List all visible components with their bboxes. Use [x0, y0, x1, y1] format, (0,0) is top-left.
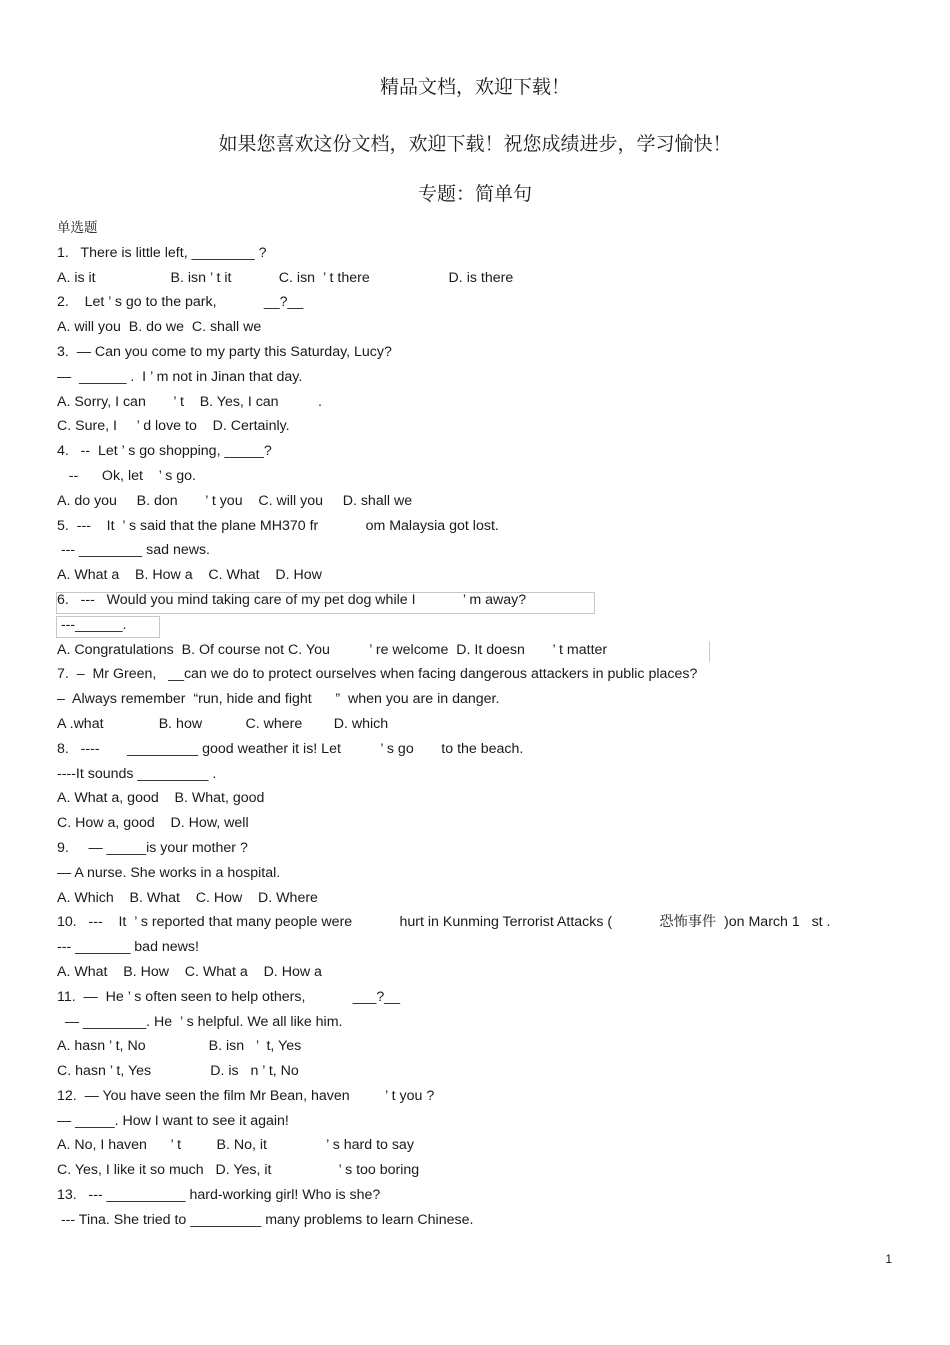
question-line: 4. -- Let ’ s go shopping, _____?: [57, 443, 272, 460]
option-line: C. Sure, I ’ d love to D. Certainly.: [57, 418, 290, 435]
option-line: C. Yes, I like it so much D. Yes, it ’ s too boring: [57, 1162, 420, 1179]
option-line: A. hasn ’ t, No B. isn ’ t, Yes: [57, 1038, 302, 1055]
option-line: A. Sorry, I can ’ t B. Yes, I can .: [57, 393, 322, 410]
option-line: A. Congratulations B. Of course not C. You ’ re welcome D. It doesn ’ t matter: [57, 641, 608, 658]
question-line: 8. ---- _________ good weather it is! Let ’ s go to the beach.: [57, 740, 524, 757]
dialogue-line: ----It sounds _________ .: [57, 765, 217, 782]
dialogue-line: — _____. How I want to see it again!: [57, 1112, 289, 1129]
dialogue-line: --- _______ bad news!: [57, 939, 199, 956]
option-line: A. What a B. How a C. What D. How: [57, 567, 322, 584]
option-line: A. do you B. don ’ t you C. will you D. shall we: [57, 492, 413, 509]
question-line: 11. — He ’ s often seen to help others, ___?__: [57, 988, 401, 1005]
option-line: A. What a, good B. What, good: [57, 790, 265, 807]
question-line: 6. --- Would you mind taking care of my pet dog while I ’ m away?: [57, 591, 527, 608]
question-line: 12. — You have seen the film Mr Bean, haven ’ t you ?: [57, 1087, 435, 1104]
header-line-2: 如果您喜欢这份文档，欢迎下载！祝您成绩进步，学习愉快！: [218, 133, 732, 155]
option-line: A. is it B. isn ’ t it C. isn ’ t there D. is there: [57, 269, 514, 286]
option-line: C. hasn ’ t, Yes D. is n ’ t, No: [57, 1063, 299, 1080]
question-line: 5. --- It ’ s said that the plane MH370 fr om Malaysia got lost.: [57, 517, 499, 534]
question-list: [57, 216, 937, 1233]
page-number: 1: [885, 1252, 892, 1266]
dialogue-line: --- ________ sad news.: [57, 542, 211, 559]
question-line: 13. --- __________ hard-working girl! Who is she?: [57, 1187, 381, 1204]
option-line: A. No, I haven ’ t B. No, it ’ s hard to say: [57, 1137, 414, 1154]
question-line: 10. --- It ’ s reported that many people were hurt in Kunming Terrorist Attacks ( 恐怖事件 )on March 1 st .: [57, 914, 831, 931]
document-title: 专题：简单句: [417, 183, 532, 205]
option-line: A. Which B. What C. How D. Where: [57, 889, 318, 906]
option-line: C. How a, good D. How, well: [57, 815, 249, 832]
question-line: 1. There is little left, ________ ?: [57, 244, 267, 261]
option-line: A. will you B. do we C. shall we: [57, 319, 262, 336]
section-label: 单选题: [57, 220, 98, 236]
dialogue-line: — ______ . I ’ m not in Jinan that day.: [57, 368, 303, 385]
dialogue-line: -- Ok, let ’ s go.: [57, 467, 197, 484]
option-line: A. What B. How C. What a D. How a: [57, 963, 322, 980]
dialogue-line: ---______.: [57, 616, 127, 633]
question-line: 2. Let ’ s go to the park, __?__: [57, 294, 304, 311]
dialogue-line: — A nurse. She works in a hospital.: [57, 864, 281, 881]
header-line-1: 精品文档，欢迎下载！: [379, 76, 570, 98]
question-line: 3. — Can you come to my party this Saturday, Lucy?: [57, 343, 392, 360]
dialogue-line: — ________. He ’ s helpful. We all like him.: [57, 1013, 343, 1030]
question-line: 7. – Mr Green, __can we do to protect ourselves when facing dangerous attackers in public places?: [57, 666, 698, 683]
option-line: A .what B. how C. where D. which: [57, 715, 389, 732]
question-line: 9. — _____is your mother ?: [57, 839, 248, 856]
dialogue-line: – Always remember “run, hide and fight ” when you are in danger.: [57, 691, 500, 708]
dialogue-line: --- Tina. She tried to _________ many problems to learn Chinese.: [57, 1211, 474, 1228]
